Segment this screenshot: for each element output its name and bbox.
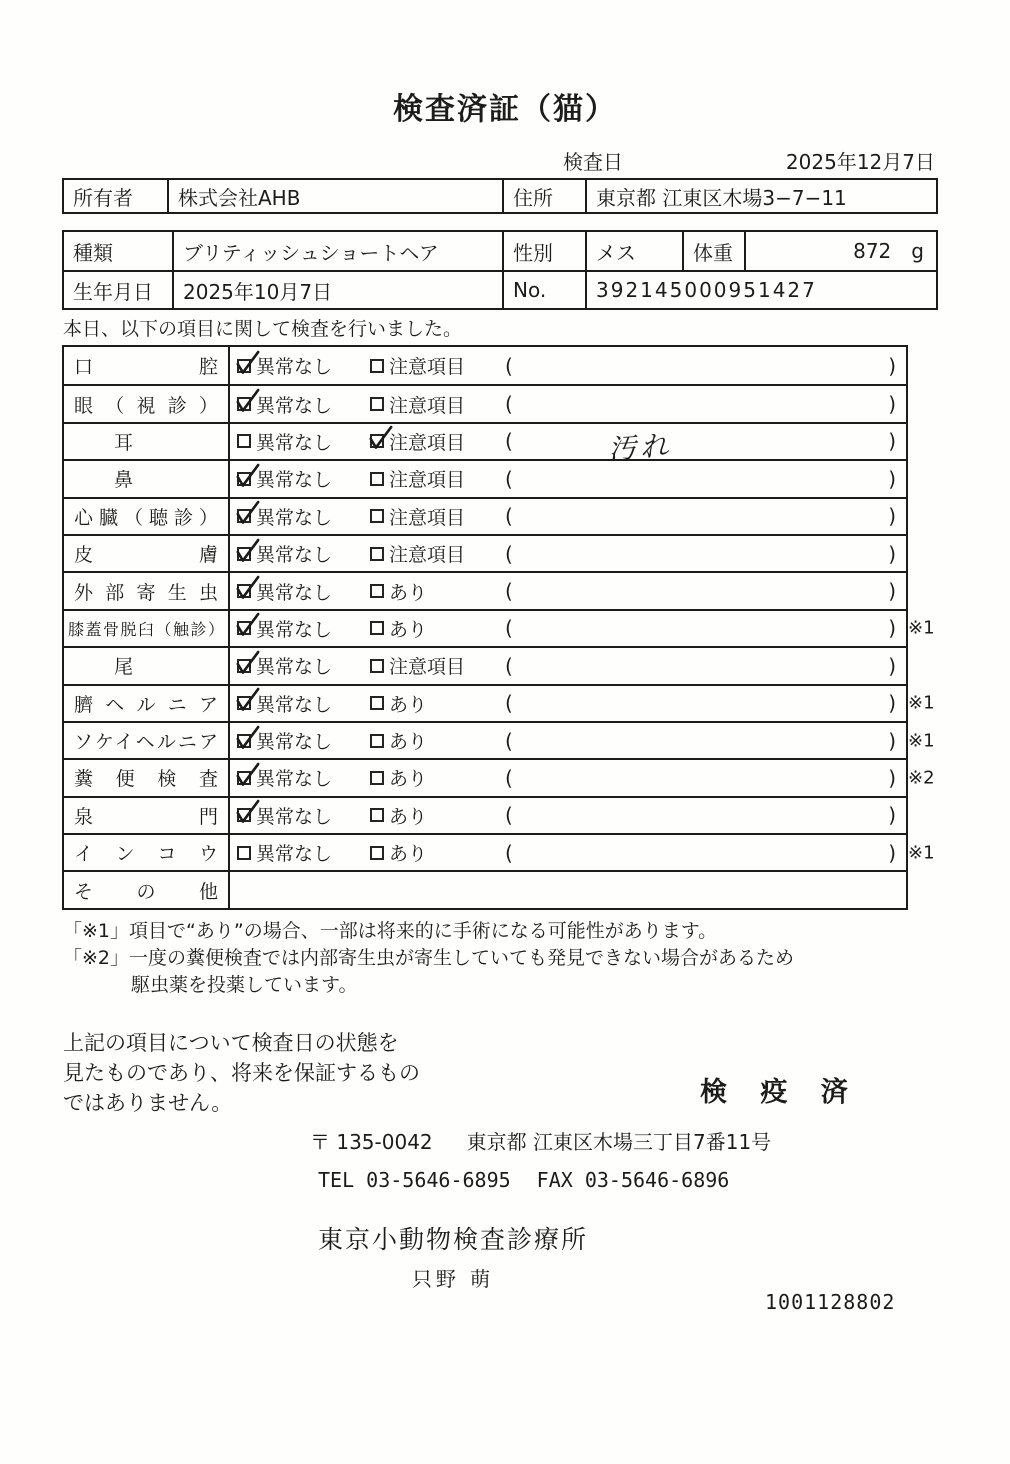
checklist-row-label: 尾 xyxy=(114,656,134,679)
checkbox-normal xyxy=(237,808,251,822)
option-attention-label: あり xyxy=(389,843,428,866)
checklist-row-label: ソケイヘルニア xyxy=(74,731,218,754)
remarks-area xyxy=(503,766,906,790)
option-attention-label: あり xyxy=(389,693,428,716)
option-normal-label: 異常なし xyxy=(256,656,333,679)
checklist-row-label: 鼻 xyxy=(114,469,134,492)
checkbox-normal xyxy=(237,359,251,373)
footnote-ref: ※1 xyxy=(908,730,935,752)
clinic-block xyxy=(318,1220,588,1292)
checklist-row-content xyxy=(230,499,906,534)
clinic-tel: TEL 03-5646-6895 xyxy=(318,1168,511,1192)
footnotes xyxy=(63,918,943,999)
footnote-ref: ※1 xyxy=(908,617,935,639)
option-normal xyxy=(237,839,370,866)
footnote-ref: ※1 xyxy=(908,842,935,864)
option-normal-label: 異常なし xyxy=(256,394,333,417)
handwritten-note: 汚れ xyxy=(607,429,674,467)
checkbox-attention xyxy=(370,434,384,448)
remarks-area xyxy=(503,803,906,827)
animal-info-table xyxy=(62,230,938,310)
checkbox-normal xyxy=(237,584,251,598)
option-normal-label: 異常なし xyxy=(256,768,333,791)
checklist-row xyxy=(64,422,906,467)
birth-value: 2025年10月7日 xyxy=(172,272,502,308)
paren-close: ) xyxy=(888,840,896,865)
checklist-table xyxy=(62,345,935,910)
paren-close: ) xyxy=(888,353,896,378)
option-attention xyxy=(370,428,503,455)
checkmark-icon xyxy=(232,459,262,493)
option-attention xyxy=(370,802,503,829)
checklist-row-content xyxy=(230,536,906,571)
paren-close: ) xyxy=(888,579,896,604)
paren-open: ( xyxy=(505,653,513,678)
checklist-row-label-cell xyxy=(64,499,230,534)
remarks-area xyxy=(503,691,906,715)
postal-code: 〒 135-0042 xyxy=(310,1130,433,1154)
option-normal-label: 異常なし xyxy=(256,544,333,567)
option-normal-label: 異常なし xyxy=(256,618,333,641)
checklist-row-label-cell xyxy=(64,686,230,721)
checklist-rows xyxy=(64,347,935,908)
checkbox-attention xyxy=(370,397,384,411)
owner-table xyxy=(62,178,938,214)
checklist-row-content xyxy=(230,386,906,421)
disclaimer-line-3: ではありません。 xyxy=(63,1091,233,1115)
checklist-row-content xyxy=(230,835,906,870)
remarks-area xyxy=(503,729,906,753)
address-label: 住所 xyxy=(502,180,585,212)
checklist-row-label-cell xyxy=(64,872,230,907)
paren-close: ) xyxy=(888,429,896,454)
checklist-row-label: 心臓（聴診） xyxy=(74,506,218,529)
paren-open: ( xyxy=(505,466,513,491)
checkmark-icon xyxy=(232,758,262,792)
checklist-row xyxy=(64,796,906,833)
clinic-contact-line xyxy=(318,1168,729,1192)
option-attention xyxy=(370,727,503,754)
option-attention xyxy=(370,615,503,642)
birth-label: 生年月日 xyxy=(73,279,153,304)
checklist-row-label-cell xyxy=(64,611,230,646)
remarks-area xyxy=(503,579,906,603)
paren-open: ( xyxy=(505,429,513,454)
address-value: 東京都 江東区木場3−7−11 xyxy=(585,180,936,212)
option-attention-label: 注意項目 xyxy=(389,394,466,417)
checklist-row xyxy=(64,721,935,758)
remarks-area xyxy=(503,467,906,491)
option-normal-label: 異常なし xyxy=(256,506,333,529)
option-attention-label: あり xyxy=(389,618,428,641)
checkbox-attention xyxy=(370,734,384,748)
disclaimer-statement xyxy=(63,1028,420,1118)
checkmark-icon xyxy=(232,795,262,829)
paren-close: ) xyxy=(888,466,896,491)
paren-close: ) xyxy=(888,541,896,566)
remarks-area xyxy=(503,392,906,416)
checkbox-normal xyxy=(237,397,251,411)
sex-label: 性別 xyxy=(502,232,585,270)
no-value: 392145000951427 xyxy=(585,272,936,308)
paren-close: ) xyxy=(888,728,896,753)
paren-open: ( xyxy=(505,728,513,753)
option-attention xyxy=(370,690,503,717)
clinic-fax: FAX 03-5646-6896 xyxy=(536,1168,730,1192)
checkbox-normal xyxy=(237,472,251,486)
sex-value: メス xyxy=(585,232,682,270)
checklist-row-label: インコウ xyxy=(74,843,218,866)
checklist-row xyxy=(64,609,935,646)
checkbox-normal xyxy=(237,509,251,523)
paren-open: ( xyxy=(505,803,513,828)
checklist-row-label-cell xyxy=(64,424,230,459)
remarks-area xyxy=(503,429,906,467)
checklist-row-content xyxy=(230,611,906,646)
option-attention-label: 注意項目 xyxy=(389,544,466,567)
option-normal xyxy=(237,503,370,530)
checkbox-normal xyxy=(237,434,251,448)
checklist-row xyxy=(64,459,906,496)
paren-open: ( xyxy=(505,765,513,790)
option-normal-label: 異常なし xyxy=(256,356,333,379)
option-attention-label: あり xyxy=(389,731,428,754)
checkbox-normal xyxy=(237,846,251,860)
option-normal xyxy=(237,727,370,754)
option-attention-label: 注意項目 xyxy=(389,506,466,529)
checkbox-attention xyxy=(370,359,384,373)
option-normal-label: 異常なし xyxy=(256,431,333,454)
checklist-row xyxy=(64,833,935,870)
option-normal-label: 異常なし xyxy=(256,843,333,866)
checkmark-icon xyxy=(232,345,262,379)
checklist-row-content xyxy=(230,798,906,833)
checklist-row-label-cell xyxy=(64,760,230,795)
checklist-row-content xyxy=(230,424,906,467)
checkbox-attention xyxy=(370,771,384,785)
checklist-row-content xyxy=(230,872,906,907)
option-normal xyxy=(237,578,370,605)
checklist-row-content xyxy=(230,573,906,608)
checklist-row-label: 皮膚 xyxy=(74,544,218,567)
inspection-date-label: 検査日 xyxy=(563,150,623,174)
option-normal-label: 異常なし xyxy=(256,581,333,604)
checkbox-normal xyxy=(237,734,251,748)
option-normal xyxy=(237,690,370,717)
checklist-row-label: 膝蓋骨脱臼（触診） xyxy=(68,619,224,639)
footnote-2: 「※2」一度の糞便検査では内部寄生虫が寄生していても発見できない場合があるため xyxy=(63,947,795,969)
checkmark-icon xyxy=(232,533,262,567)
option-attention-label: あり xyxy=(389,581,428,604)
option-normal-label: 異常なし xyxy=(256,731,333,754)
paren-close: ) xyxy=(888,616,896,641)
checkbox-normal xyxy=(237,659,251,673)
checklist-row-content xyxy=(230,760,906,795)
checklist-row-label-cell xyxy=(64,648,230,683)
option-attention xyxy=(370,352,503,379)
examiner-name: 只野 萌 xyxy=(411,1267,495,1291)
checklist-row xyxy=(64,534,906,571)
footnote-ref: ※1 xyxy=(908,692,935,714)
checkbox-attention xyxy=(370,659,384,673)
remarks-area xyxy=(503,841,906,865)
intro-text: 本日、以下の項目に関して検査を行いました。 xyxy=(63,318,463,340)
paren-close: ) xyxy=(888,691,896,716)
disclaimer-line-1: 上記の項目について検査日の状態を xyxy=(63,1031,399,1055)
owner-label: 所有者 xyxy=(73,185,133,210)
paren-open: ( xyxy=(505,504,513,529)
checkbox-attention xyxy=(370,547,384,561)
option-attention-label: 注意項目 xyxy=(389,469,466,492)
checkmark-icon xyxy=(232,384,262,418)
footnote-1: 「※1」項目で“あり”の場合、一部は将来的に手術になる可能性があります。 xyxy=(63,920,718,942)
option-attention xyxy=(370,839,503,866)
owner-row xyxy=(64,180,936,212)
checkmark-icon xyxy=(232,683,262,717)
checkbox-attention xyxy=(370,846,384,860)
checklist-row-label-cell xyxy=(64,798,230,833)
checklist-row-label: 泉門 xyxy=(74,805,218,828)
disclaimer-line-2: 見たものであり、将来を保証するもの xyxy=(63,1061,420,1085)
option-attention xyxy=(370,652,503,679)
paren-open: ( xyxy=(505,840,513,865)
checklist-row-label-cell xyxy=(64,386,230,421)
option-attention-label: 注意項目 xyxy=(389,356,466,379)
clinic-name: 東京小動物検査診療所 xyxy=(318,1225,589,1254)
checkmark-icon xyxy=(365,421,395,455)
checklist-row-content xyxy=(230,461,906,496)
checklist-row xyxy=(64,497,906,534)
checklist-row-label: 外部寄生虫 xyxy=(74,581,218,604)
paren-open: ( xyxy=(505,579,513,604)
checklist-row xyxy=(64,347,906,384)
checklist-row xyxy=(64,646,906,683)
clinic-street-address: 東京都 江東区木場三丁目7番11号 xyxy=(466,1130,772,1154)
paren-open: ( xyxy=(505,353,513,378)
option-attention xyxy=(370,540,503,567)
checkbox-normal xyxy=(237,621,251,635)
option-normal xyxy=(237,615,370,642)
birth-row xyxy=(64,270,936,308)
option-normal xyxy=(237,540,370,567)
option-normal-label: 異常なし xyxy=(256,469,333,492)
checkmark-icon xyxy=(232,496,262,530)
breed-value: ブリティッシュショートヘア xyxy=(172,232,502,270)
checklist-row-label-cell xyxy=(64,461,230,496)
option-normal xyxy=(237,352,370,379)
checkbox-normal xyxy=(237,696,251,710)
remarks-area xyxy=(503,616,906,640)
option-attention xyxy=(370,578,503,605)
option-normal xyxy=(237,802,370,829)
paren-close: ) xyxy=(888,653,896,678)
checklist-row xyxy=(64,870,906,907)
option-attention-label: あり xyxy=(389,768,428,791)
paren-close: ) xyxy=(888,392,896,417)
option-normal xyxy=(237,652,370,679)
checklist-row-content xyxy=(230,648,906,683)
checklist-row-label: 口腔 xyxy=(74,356,218,379)
option-normal-label: 異常なし xyxy=(256,693,333,716)
checklist-row-label: 臍ヘルニア xyxy=(74,693,218,716)
checkbox-normal xyxy=(237,771,251,785)
inspection-date-row xyxy=(563,146,935,175)
paren-close: ) xyxy=(888,765,896,790)
remarks-area xyxy=(503,542,906,566)
option-attention-label: 注意項目 xyxy=(389,431,466,454)
checklist-row-content xyxy=(230,723,906,758)
checklist-row-label-cell xyxy=(64,536,230,571)
no-label: No. xyxy=(502,272,585,308)
option-attention-label: あり xyxy=(389,805,428,828)
checklist-row xyxy=(64,684,935,721)
option-attention-label: 注意項目 xyxy=(389,656,466,679)
option-attention xyxy=(370,503,503,530)
inspection-date-value: 2025年12月7日 xyxy=(785,150,935,174)
checkmark-icon xyxy=(232,720,262,754)
checkbox-attention xyxy=(370,621,384,635)
checkmark-icon xyxy=(232,645,262,679)
page-title: 検査済証（猫） xyxy=(393,92,617,127)
checklist-row xyxy=(64,571,906,608)
checklist-row-label: 眼（視診） xyxy=(74,394,218,417)
option-attention xyxy=(370,465,503,492)
checklist-row-label: 耳 xyxy=(114,431,134,454)
checkbox-normal xyxy=(237,547,251,561)
paren-open: ( xyxy=(505,392,513,417)
option-attention xyxy=(370,764,503,791)
remarks-area xyxy=(503,504,906,528)
quarantine-passed-stamp: 検 疫 済 xyxy=(700,1077,860,1108)
weight-unit: g xyxy=(911,239,924,263)
option-normal xyxy=(237,764,370,791)
checkbox-attention xyxy=(370,584,384,598)
checklist-row-label: その他 xyxy=(74,880,218,903)
paren-close: ) xyxy=(888,504,896,529)
footnote-2-cont: 駆虫薬を投薬しています。 xyxy=(131,974,358,996)
remarks-area xyxy=(503,654,906,678)
checklist-row xyxy=(64,384,906,421)
paren-open: ( xyxy=(505,616,513,641)
paren-close: ) xyxy=(888,803,896,828)
footnote-ref: ※2 xyxy=(908,767,935,789)
weight-label: 体重 xyxy=(682,232,744,270)
checklist-row xyxy=(64,758,935,795)
checklist-row-label-cell xyxy=(64,573,230,608)
weight-number: 872 xyxy=(853,239,892,263)
breed-label: 種類 xyxy=(73,240,113,265)
remarks-area xyxy=(503,354,906,378)
checklist-row-content xyxy=(230,686,906,721)
weight-value xyxy=(744,232,936,270)
paren-open: ( xyxy=(505,541,513,566)
option-normal xyxy=(237,391,370,418)
option-normal xyxy=(237,465,370,492)
checkbox-attention xyxy=(370,808,384,822)
checklist-row-content xyxy=(230,347,906,384)
breed-row xyxy=(64,232,936,270)
checkbox-attention xyxy=(370,509,384,523)
paren-open: ( xyxy=(505,691,513,716)
clinic-address-line xyxy=(310,1126,771,1155)
checkmark-icon xyxy=(232,571,262,605)
checkbox-attention xyxy=(370,472,384,486)
checklist-row-label: 糞便検査 xyxy=(74,768,218,791)
checkbox-attention xyxy=(370,696,384,710)
option-normal xyxy=(237,428,370,455)
checkmark-icon xyxy=(232,608,262,642)
owner-value: 株式会社AHB xyxy=(167,180,502,212)
serial-number: 1001128802 xyxy=(765,1290,896,1314)
option-normal-label: 異常なし xyxy=(256,805,333,828)
checklist-row-label-cell xyxy=(64,835,230,870)
checklist-row-label-cell xyxy=(64,347,230,384)
checklist-row-label-cell xyxy=(64,723,230,758)
option-attention xyxy=(370,391,503,418)
